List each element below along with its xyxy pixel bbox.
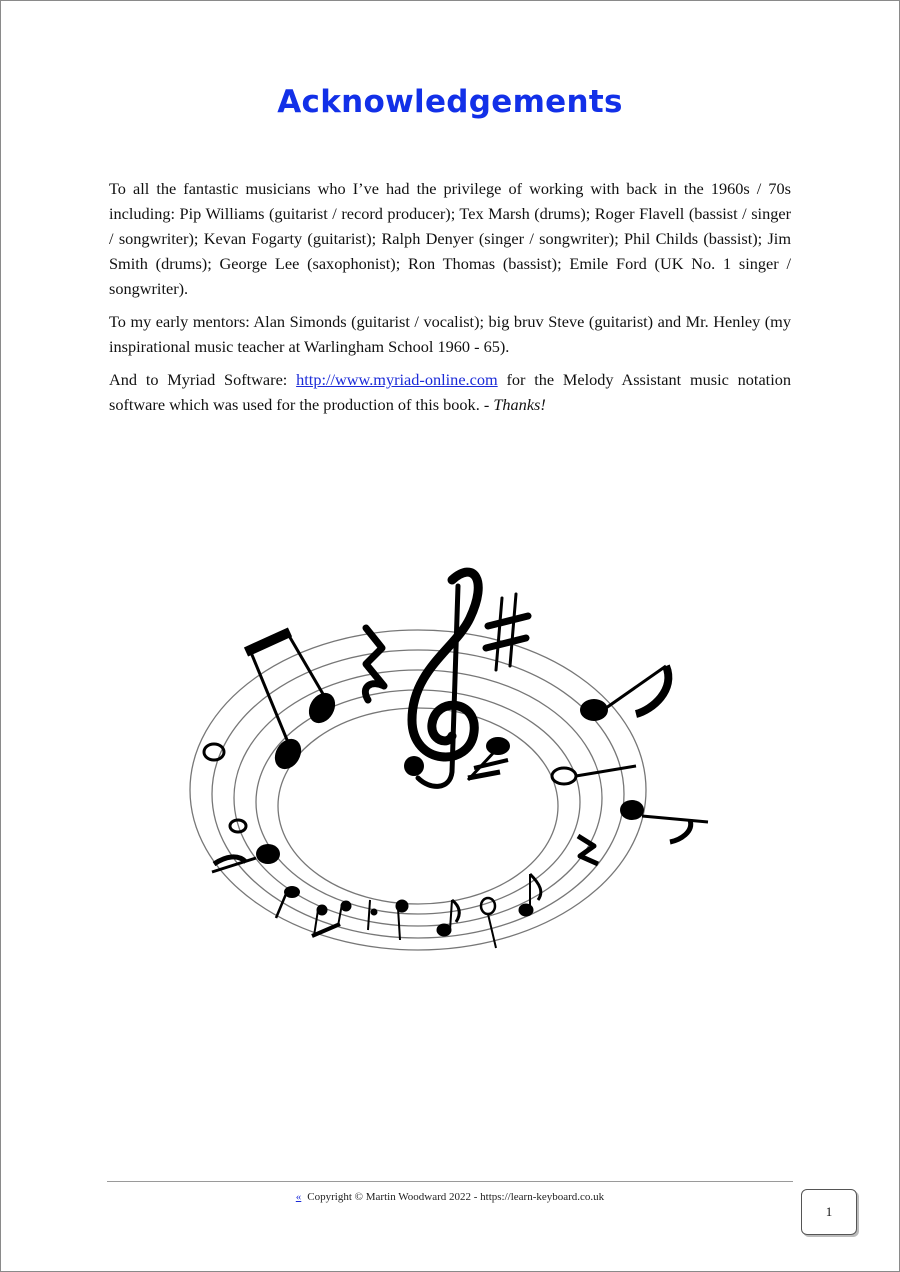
page-title: Acknowledgements [277, 84, 623, 120]
page-number: 1 [825, 1204, 833, 1219]
footer [0, 1191, 900, 1203]
back-link[interactable]: « [295, 1191, 302, 1203]
music-swirl-illustration [0, 540, 900, 960]
sixteenth-notes-right-icon [578, 800, 708, 864]
staff-lines [190, 630, 646, 950]
sharp-icon [486, 594, 528, 670]
footer-rule [107, 1181, 793, 1182]
paragraph-musicians: To all the fantastic musicians who I’ve had the privilege of working with back in the 1960s / 70s including: Pip Williams (guitarist / record producer); Tex Marsh (drums); Roger Flavell (bassist / singer / songwriter); Kevan Fogarty (guitarist); Ralph Denyer (singer / songwriter); Phil Childs (bassist); Jim Smith (drums); George Lee (saxophonist); Ron Thomas (bassist); Emile Ford (UK No. 1 singer / songwriter). [109, 179, 791, 298]
paragraph-software [109, 367, 791, 417]
lower-left-notes-icon [212, 844, 300, 918]
software-text-after: for the Melody Assistant music notation software which was used for the production of this book. - [109, 370, 792, 414]
myriad-link[interactable]: http://www.myriad-online.com [296, 370, 498, 389]
software-text-before: And to Myriad Software: [109, 370, 297, 389]
eighth-note-icon [580, 666, 668, 721]
acknowledgements-body [109, 176, 791, 425]
quarter-rest-icon [365, 628, 384, 700]
thanks-text: Thanks! [493, 395, 546, 414]
page-number-box [801, 1189, 857, 1235]
treble-clef-icon [404, 572, 478, 786]
copyright-text: Copyright © Martin Woodward 2022 - https://learn-keyboard.co.uk [307, 1191, 605, 1203]
beamed-eighth-notes-icon [246, 632, 340, 774]
paragraph-mentors: To my early mentors: Alan Simonds (guitarist / vocalist); big bruv Steve (guitarist) and Mr. Henley (my inspirational music teacher at Warlingham School 1960 - 65). [109, 312, 791, 356]
